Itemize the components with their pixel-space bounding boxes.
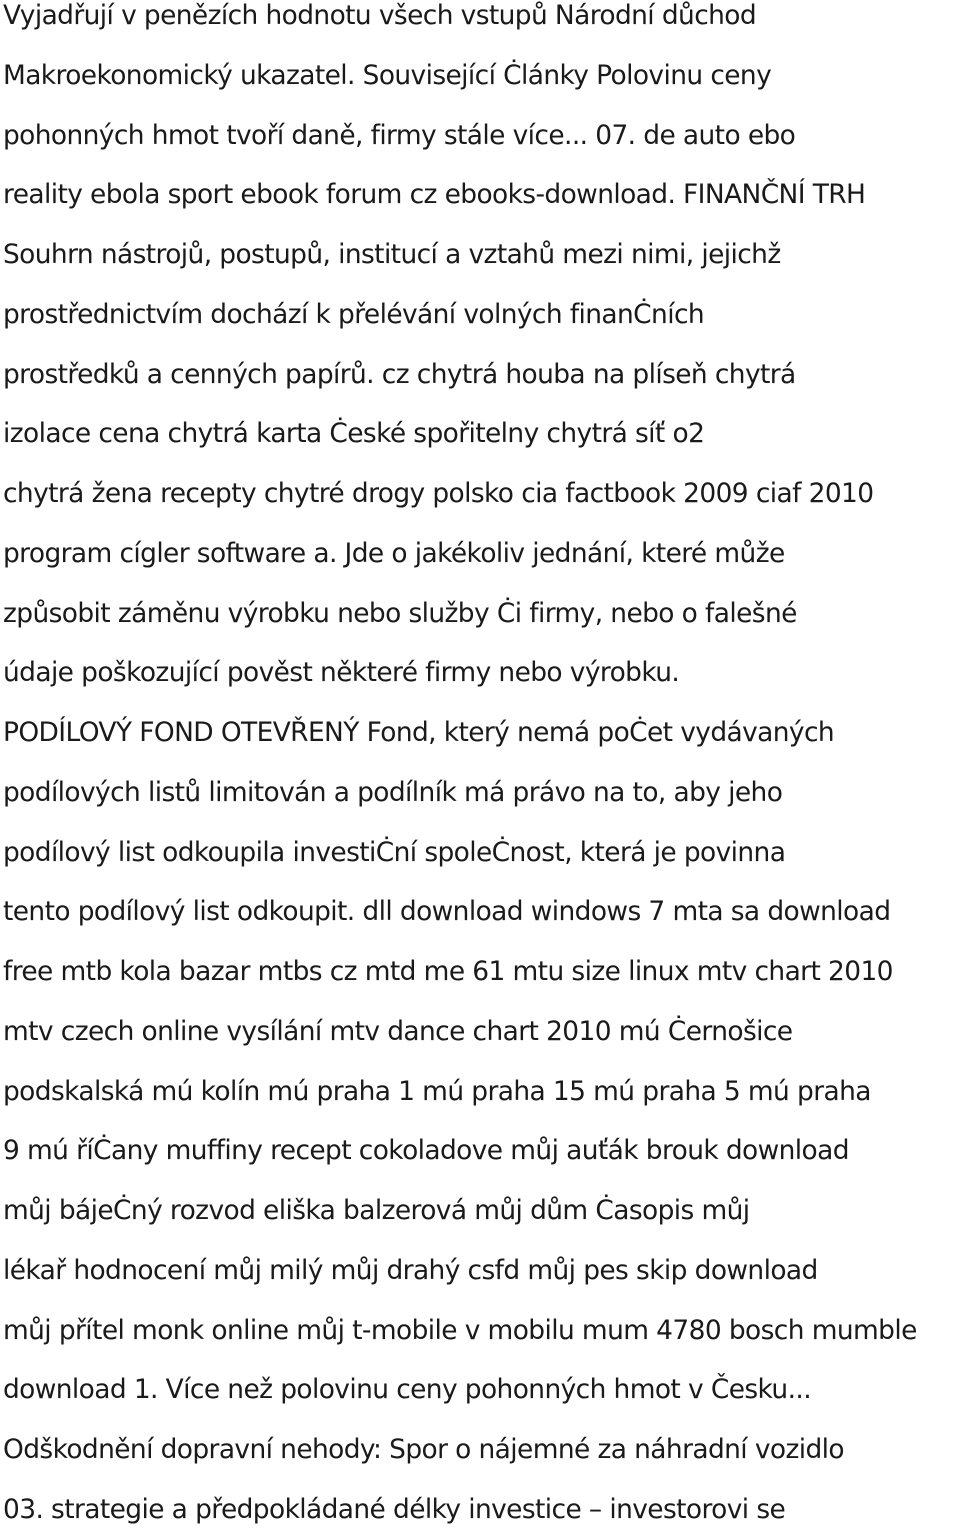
text-line: Vyjadřují v penězích hodnotu všech vstupů Národní důchod: [3, 0, 757, 31]
text-line: pohonných hmot tvoří daně, firmy stále více... 07. de auto ebo: [3, 119, 796, 151]
text-line: můj bájeĊný rozvod eliška balzerová můj dům Ċasopis můj: [3, 1195, 750, 1226]
text-line: způsobit záměnu výrobku nebo služby Ċi firmy, nebo o falešné: [3, 597, 797, 629]
text-line: prostřednictvím dochází k přelévání volných finanĊních: [3, 298, 705, 330]
text-line: podílových listů limitován a podílník má právo na to, aby jeho: [3, 776, 783, 808]
text-line: prostředků a cenných papírů. cz chytrá houba na plíseň chytrá: [3, 358, 796, 390]
text-line: Odškodnění dopravní nehody: Spor o nájemné za náhradní vozidlo: [3, 1434, 844, 1465]
document-body: [3, 0, 960, 1540]
text-line: podskalská mú kolín mú praha 1 mú praha 15 mú praha 5 mú praha: [3, 1075, 871, 1107]
text-line: můj přítel monk online můj t-mobile v mobilu mum 4780 bosch mumble: [3, 1314, 917, 1346]
text-line: lékař hodnocení můj milý můj drahý csfd můj pes skip download: [3, 1254, 818, 1286]
text-line: Makroekonomický ukazatel. Související Ċlánky Polovinu ceny: [3, 59, 772, 91]
text-line: 03. strategie a předpokládané délky investice – investorovi se: [3, 1493, 786, 1525]
text-line: download 1. Více než polovinu ceny pohonných hmot v Česku...: [3, 1374, 811, 1406]
text-line: izolace cena chytrá karta Ċeské spořitelny chytrá síť o2: [3, 418, 705, 450]
text-line: PODÍLOVÝ FOND OTEVŘENÝ Fond, který nemá poĊet vydávaných: [3, 717, 835, 748]
text-line: podílový list odkoupila investiĊní spoleĊnost, která je povinna: [3, 836, 786, 868]
text-line: 9 mú říĊany muffiny recept cokoladove můj auťák brouk download: [3, 1135, 849, 1167]
text-line: tento podílový list odkoupit. dll download windows 7 mta sa download: [3, 896, 891, 928]
text-line: chytrá žena recepty chytré drogy polsko cia factbook 2009 ciaf 2010: [3, 478, 874, 509]
text-line: Souhrn nástrojů, postupů, institucí a vztahů mezi nimi, jejichž: [3, 239, 781, 270]
text-line: údaje poškozující pověst některé firmy nebo výrobku.: [3, 657, 680, 689]
text-line: program cígler software a. Jde o jakékoliv jednání, které může: [3, 537, 785, 569]
text-line: free mtb kola bazar mtbs cz mtd me 61 mtu size linux mtv chart 2010: [3, 956, 893, 987]
text-line: reality ebola sport ebook forum cz ebooks-download. FINANČNÍ TRH: [3, 179, 866, 211]
text-line: mtv czech online vysílání mtv dance chart 2010 mú Ċernošice: [3, 1015, 793, 1047]
